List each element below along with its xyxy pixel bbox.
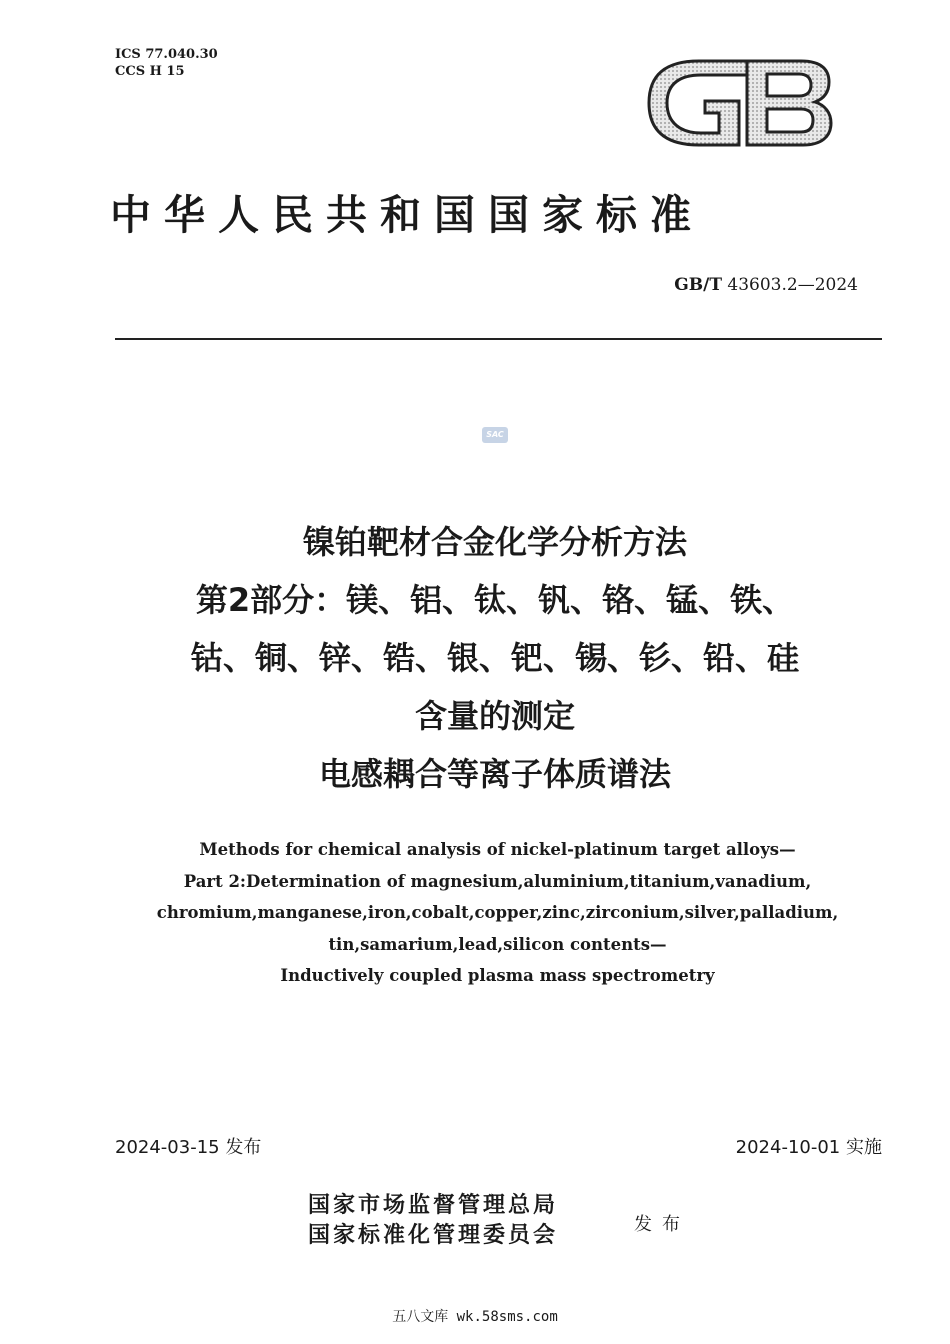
issue-date: 2024-03-15 发布: [115, 1137, 262, 1158]
standard-number: [674, 275, 858, 295]
chinese-title-line: 含量的测定: [414, 697, 575, 735]
chinese-title-line: 钴、铜、锌、锆、银、钯、锡、钐、铅、硅: [190, 639, 799, 677]
sac-watermark: SAC: [482, 427, 508, 443]
national-standard-title: 中华人民共和国国家标准: [110, 191, 704, 239]
implementation-date: 2024-10-01 实施: [735, 1137, 882, 1158]
english-title-line: Part 2:Determination of magnesium,aluminium,titanium,vanadium,: [183, 871, 812, 891]
header-divider: [115, 338, 882, 340]
issuer-samr: 国家市场监督管理总局: [308, 1192, 559, 1218]
issuing-authorities: [308, 1190, 558, 1250]
chinese-title: [60, 513, 930, 803]
english-title-line: tin,samarium,lead,silicon contents—: [328, 934, 667, 954]
standard-prefix: GB/T: [674, 275, 723, 295]
chinese-title-line: 电感耦合等离子体质谱法: [318, 755, 671, 793]
chinese-title-line: 第2部分：镁、铝、钛、钒、铬、锰、铁、: [195, 581, 795, 619]
classification-codes: [115, 46, 218, 80]
chinese-title-line: 镍铂靶材合金化学分析方法: [302, 523, 687, 561]
ics-code: ICS 77.040.30: [115, 47, 218, 62]
standard-code: 43603.2—2024: [727, 275, 858, 295]
english-title-line: Inductively coupled plasma mass spectrometry: [280, 966, 715, 985]
english-title: [60, 834, 935, 992]
english-title-line: chromium,manganese,iron,cobalt,copper,zinc,zirconium,silver,palladium,: [156, 903, 839, 922]
gb-logo: [643, 57, 833, 149]
english-title-line: Methods for chemical analysis of nickel-platinum target alloys—: [199, 840, 796, 859]
ccs-code: CCS H 15: [115, 64, 185, 79]
issuer-sac: 国家标准化管理委员会: [308, 1222, 559, 1248]
footer-watermark: 五八文库 wk.58sms.com: [392, 1309, 558, 1325]
publish-label: 发布: [634, 1214, 690, 1235]
